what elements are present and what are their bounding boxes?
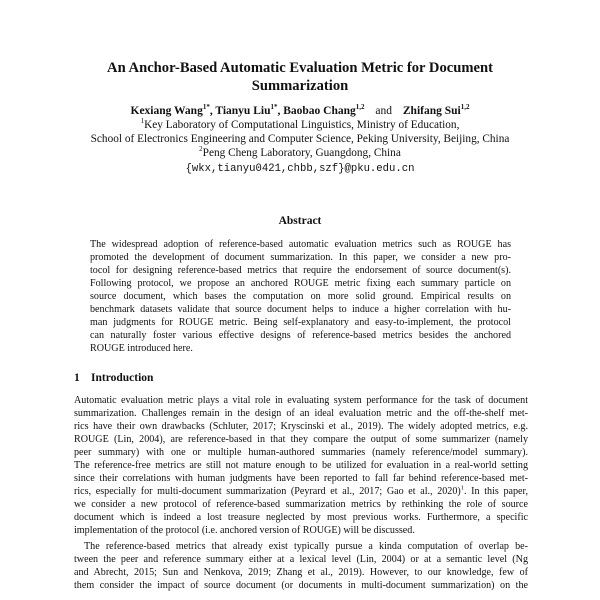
body-line: since their correlations with human judgments have been reported to fall far behind reference-based met- bbox=[74, 473, 528, 484]
body-line: we consider a new protocol of reference-based summarization metrics by rethinking the role of source bbox=[74, 499, 528, 510]
body-line: implementation of the protocol (i.e. anchored version of ROUGE) will be discussed. bbox=[74, 525, 415, 536]
author-name: Zhifang Sui bbox=[402, 105, 461, 117]
body-line: tween the peer and reference summary either at a lexical level (Lin, 2004) or at a semantic level (Ng bbox=[74, 554, 528, 565]
body-line: peer summary) with one or multiple human-authored summaries (namely reference/model summary). bbox=[74, 447, 528, 458]
author-separator: and bbox=[375, 105, 392, 117]
author-separator: , bbox=[277, 105, 281, 117]
body-line: and Abrecht, 2015; Sun and Nenkova, 2019; Zhang et al., 2019). However, to our knowledge, few of bbox=[74, 567, 528, 578]
abstract-line: source document, which bases the computation on more solid ground. Empirical results on bbox=[90, 291, 511, 302]
affiliation-mark: 2 bbox=[199, 145, 203, 154]
affiliation-line: $^1$Key Laboratory of Computational Linguistics, Ministry of Education, bbox=[140, 117, 460, 131]
body-line: them consider the impact of source document (or documents in multi-document summarization) on the bbox=[74, 580, 528, 591]
abstract-line: ROUGE introduced here. bbox=[90, 343, 193, 354]
author-name: Baobao Chang bbox=[283, 105, 356, 117]
author-name: Kexiang Wang bbox=[130, 105, 203, 117]
body-line: The reference-free metrics are still not mature enough to be utilized for evaluation in a real-world setting bbox=[74, 460, 528, 471]
body-line: rics have their own drawbacks (Schluter, 2017; Kryscinski et al., 2019). The widely adopted metrics, e.g. bbox=[74, 421, 528, 432]
section-number: 1 bbox=[74, 372, 80, 384]
author-affiliation-mark: 1* bbox=[202, 103, 210, 112]
paper-title bbox=[90, 59, 510, 95]
author-name: Tianyu Liu bbox=[215, 105, 271, 117]
author-affiliation-mark: 1,2 bbox=[460, 103, 470, 112]
footnote-mark: 1 bbox=[460, 484, 465, 492]
title-line-2: Summarization bbox=[251, 78, 349, 94]
section-heading-introduction bbox=[74, 371, 153, 385]
abstract-line: The widespread adoption of reference-based automatic evaluation metrics such as ROUGE has bbox=[90, 239, 511, 250]
abstract-heading: Abstract bbox=[278, 215, 322, 227]
body-line: ROUGE (Lin, 2004), are reference-based in that they compare the output of some summarizer (namely bbox=[74, 434, 528, 445]
body-line: summarization. Challenges remain in the design of an ideal evaluation metric and the off-the-shelf met- bbox=[74, 408, 528, 419]
section-title: Introduction bbox=[91, 372, 154, 384]
author-email: {wkx,tianyu0421,chbb,szf}@pku.edu.cn bbox=[185, 163, 415, 175]
title-line-1: An Anchor-Based Automatic Evaluation Metric for Document bbox=[107, 60, 493, 76]
affiliation-line: School of Electronics Engineering and Computer Science, Peking University, Beijing, China bbox=[90, 133, 510, 145]
body-line: The reference-based metrics that already exist typically pursue a kinda computation of overlap be- bbox=[84, 541, 528, 552]
affiliation-line: $^2$Peng Cheng Laboratory, Guangdong, China bbox=[199, 145, 401, 159]
abstract-line: benchmark datasets validate that source document helps to induce a higher correlation with hu- bbox=[90, 304, 511, 315]
author-affiliation-mark: 1* bbox=[270, 103, 278, 112]
abstract-line: tocol for designing reference-based metrics that require the endorsement of source document(s). bbox=[90, 265, 511, 276]
abstract-line: Following protocol, we propose an anchored ROUGE metric fixing each summary particle on bbox=[90, 278, 511, 289]
body-line: Automatic evaluation metric plays a vital role in evaluating system performance for the task of document bbox=[74, 395, 528, 406]
abstract-line: promoted the development of document summarization. In this paper, we consider a new pro- bbox=[90, 252, 511, 263]
body-line: rics, especially for multi-document summarization (Peyrard et al., 2017; Gao et al., 2020)$^1$. In this paper, bbox=[74, 484, 528, 497]
author-list bbox=[40, 104, 560, 118]
author-separator: , bbox=[209, 105, 213, 117]
affiliation-mark: 1 bbox=[140, 117, 145, 126]
author-affiliation-mark: 1,2 bbox=[355, 103, 365, 112]
abstract-line: can naturally foster various effective designs of reference-based metrics besides the anchored bbox=[90, 330, 511, 341]
abstract-line: man judgments for ROUGE metric. Being self-explanatory and easy-to-implement, the protocol bbox=[90, 317, 511, 328]
body-line: document which is indeed a lost treasure neglected by most previous works. Furthermore, a specific bbox=[74, 512, 528, 523]
